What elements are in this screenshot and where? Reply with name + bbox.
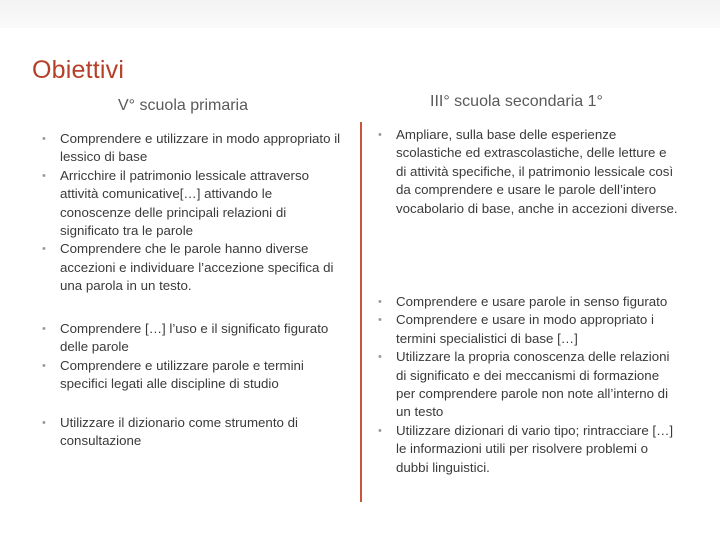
list-item: • Arricchire il patrimonio lessicale attraverso attività comunicative[…] attivando le conoscenze delle principali relazioni di significato tra le parole — [34, 167, 346, 241]
column-divider — [360, 122, 362, 502]
list-item: • Ampliare, sulla base delle esperienze scolastiche ed extrascolastiche, delle letture e di attività specifiche, il patrimonio lessicale così da comprendere e usare le parole dell’intero vocabolario di base, anche in accezioni diverse. — [370, 126, 680, 218]
list-item: • Comprendere che le parole hanno diverse accezioni e individuare l’accezione specifica di una parola in un testo. — [34, 240, 346, 295]
list-item: • Utilizzare dizionari di vario tipo; rintracciare […] le informazioni utili per risolvere problemi o dubbi linguistici. — [370, 422, 680, 477]
list-item: • Comprendere e utilizzare parole e termini specifici legati alle discipline di studio — [34, 357, 346, 394]
left-bullet-list-secondary — [34, 320, 346, 450]
right-bullet-list-secondary — [370, 293, 680, 477]
list-item: • Utilizzare il dizionario come strumento di consultazione — [34, 414, 346, 451]
slide-title: Obiettivi — [32, 56, 125, 84]
list-item: • Comprendere e utilizzare in modo appropriato il lessico di base — [34, 130, 346, 167]
list-item: • Utilizzare la propria conoscenza delle relazioni di significato e dei meccanismi di formazione per comprendere parole non note all’interno di un testo — [370, 348, 680, 422]
left-bullet-list-primary — [34, 130, 346, 296]
list-item: • Comprendere e usare parole in senso figurato — [370, 293, 680, 311]
list-item: • Comprendere […] l’uso e il significato figurato delle parole — [34, 320, 346, 357]
left-column-heading: V° scuola primaria — [118, 97, 248, 114]
right-column-heading: III° scuola secondaria 1° — [430, 93, 603, 110]
list-item: • Comprendere e usare in modo appropriato i termini specialistici di base […] — [370, 311, 680, 348]
right-bullet-list-primary — [370, 126, 680, 218]
top-band — [0, 0, 720, 28]
